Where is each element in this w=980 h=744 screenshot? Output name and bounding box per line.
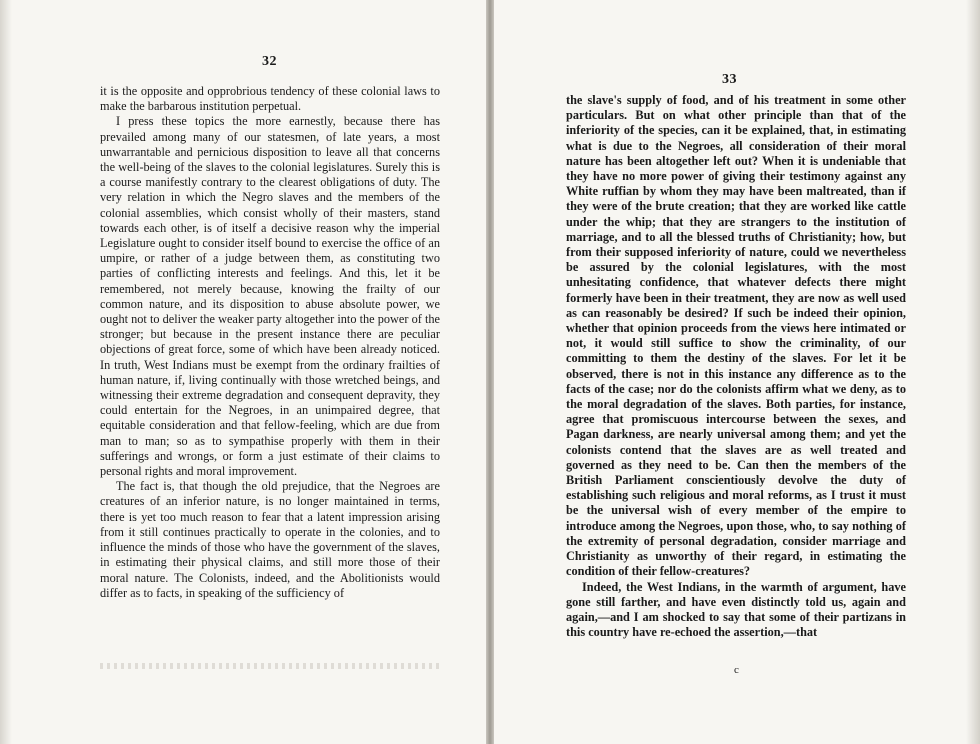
paragraph: the slave's supply of food, and of his treatment in some other particulars. But on what other principle than that of the inferiority of the species, can it be explained, that, in estimating what is due to the Negroes, all consideration of their moral nature has been altogether left out? When it is undeniable that they have no more power of giving their testimony against any White ruffian by whom they may have been maltreated, than if they were of the brute creation; that they are worked like cattle under the whip; that they are strangers to the institution of marriage, and to all the blessed truths of Christianity; how, but from their supposed inferiority of nature, could we nevertheless be assured by the colonial legislatures, with the most unhesitating confidence, that whatever defects there might formerly have been in their treatment, they are now as well used as can reasonably be desired? If such be indeed their opinion, whether that opinion proceeds from the views here intimated or not, it would still suffice to show the criminality, of our committing to them the destiny of the slaves. For let it be observed, there is not in this instance any difference as to the facts of the case; nor do the colonists affirm what we deny, as to the moral degradation of the slaves. Both parties, for instance, agree that promiscuous intercourse between the sexes, and Pagan darkness, are nearly universal among them; and yet the colonists contend that the slaves are as well treated and governed as they need to be. Can then the members of the British Parliament conscientiously devolve the duty of establishing such religious and moral reforms, as I trust it must be the universal wish of every member of the empire to introduce among the Negroes, upon those, who, to say nothing of the extremity of personal degradation, consider marriage and Christianity as unworthy of their regard, in estimating the condition of their fellow-creatures? (566, 93, 906, 579)
left-page-text (100, 84, 440, 601)
book-gutter (486, 0, 494, 744)
paragraph: it is the opposite and opprobrious tendency of these colonial laws to make the barbarous institution perpetual. (100, 84, 440, 114)
left-page (0, 0, 486, 744)
print-bleed-mark (100, 663, 440, 669)
page-number-right: 33 (722, 72, 737, 87)
paragraph: I press these topics the more earnestly, because there has prevailed among many of our statesmen, of late years, a most unwarrantable and pernicious disposition to leave all that concerns the well-being of the slaves to the colonial legislatures. Surely this is a course manifestly contrary to the clearest obligations of duty. The very relation in which the Negro slaves and the members of the colonial assemblies, which consist wholly of their masters, stand towards each other, is of itself a decisive reason why the imperial Legislature ought to consider itself bound to exercise the office of an umpire, or rather of a judge between them, as constituting two parties of conflicting interests and feelings. And this, let it be remembered, not merely because, knowing the frailty of our common nature, and its disposition to abuse absolute power, we ought not to deliver the weaker party altogether into the power of the stronger; but because in the present instance there are peculiar objections of great force, some of which have been already noticed. In truth, West Indians must be exempt from the ordinary frailties of human nature, if, living continually with those wretched beings, and witnessing their extreme degradation and consequent depravity, they could entertain for the Negroes, in an unimpaired degree, that equitable consideration and that fellow-feeling, which are due from man to man; so as to sympathise properly with them in their sufferings and wrongs, or form a just estimate of their claims to personal rights and moral improvement. (100, 114, 440, 479)
page-edge-shadow (0, 0, 12, 744)
right-page-text (566, 93, 906, 640)
paragraph: The fact is, that though the old prejudice, that the Negroes are creatures of an inferior nature, is no longer maintained in terms, there is yet too much reason to fear that a latent impression arising from it still continues practically to operate in the colonies, and to influence the minds of those who have the government of the slaves, in estimating their physical claims, and still more those of their moral nature. The Colonists, indeed, and the Abolitionists would differ as to facts, in speaking of the sufficiency of (100, 479, 440, 600)
page-edge-shadow (966, 0, 980, 744)
paragraph: Indeed, the West Indians, in the warmth of argument, have gone still farther, and have even distinctly told us, again and again,—and I am shocked to say that some of their partizans in this country have re-echoed the assertion,—that (566, 579, 906, 640)
signature-mark: c (734, 664, 739, 676)
right-page (494, 0, 980, 744)
page-number-left: 32 (262, 54, 277, 69)
